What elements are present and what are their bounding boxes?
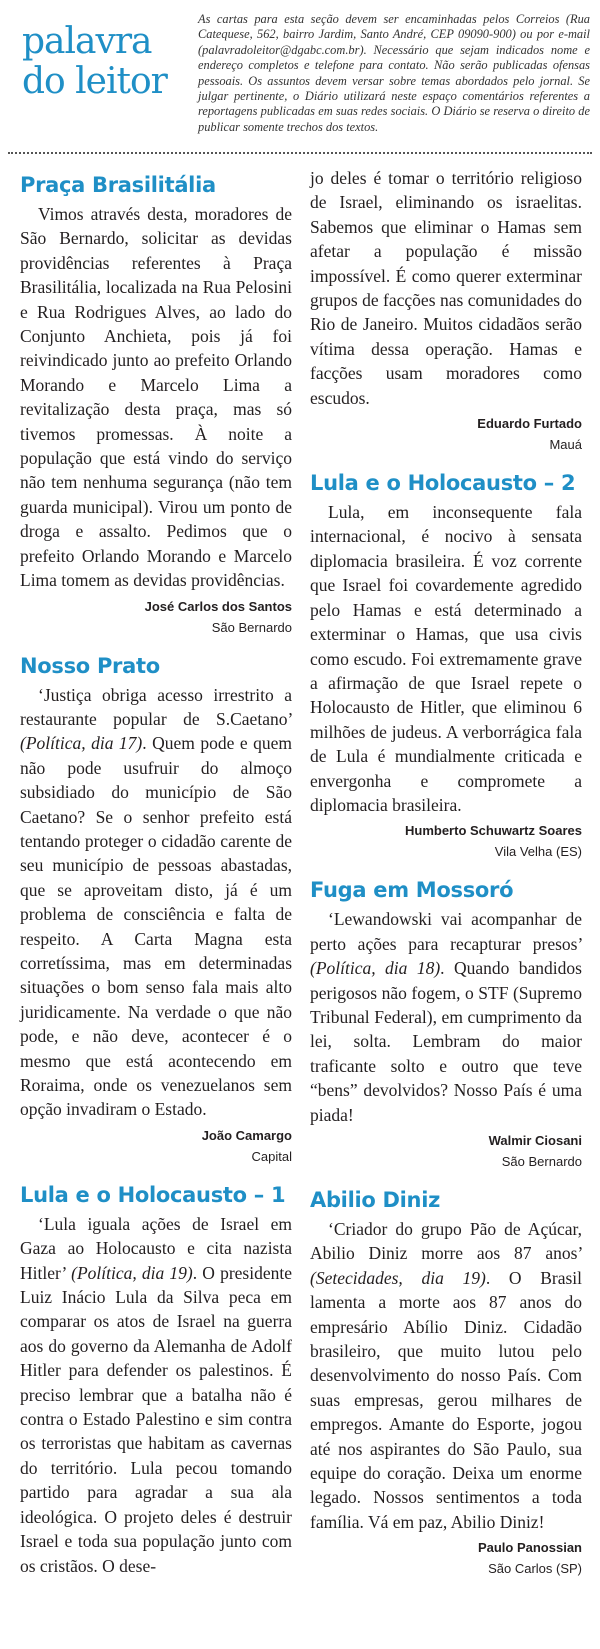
letter-city: Mauá (549, 437, 582, 453)
letter-city: São Bernardo (211, 619, 292, 635)
letter-headline: Abilio Diniz (310, 1188, 441, 1212)
quoted-headline: ‘Lewandowski vai acompanhar de perto ações para recapturar presos’ (310, 909, 582, 954)
letter-city: Capital (251, 1148, 292, 1164)
section-header (0, 0, 600, 150)
letter-text: . O presidente Luiz Inácio Lula da Silva peca em comparar os atos de Israel na guerra aos do governo da Alemanha de Adolf Hitler para defender os palestinos. É preciso lembrar que a batalha não é contra o Estado Palestino e sim contra os terroristas que habitam as cavernas do território. Lula pecou tomando partido para agradar a sua ala ideológica. O projeto deles é destruir Israel e toda sua população junto com os cristãos. O dese- (20, 1262, 292, 1576)
letter-fuga-em-mossoro (310, 877, 582, 1169)
letter-text: . Quando bandidos perigosos não fogem, o STF (Supremo Tribunal Federal), em cumprimento da lei, solta. Lembram do maior traficante solto e outro que teve “bens” devolvidos? Nosso País é uma piada! (310, 958, 582, 1125)
letter-body: Vimos através desta, moradores de São Bernardo, solicitar as devidas providências referentes à Praça Brasilitália, localizada na Rua Pelosini e Rua Rodrigues Alves, ao lado do Conjunto Anchieta, pois já foi reivindicado junto ao prefeito Orlando Morando e Marcelo Lima a revitalização desta praça, mas só tivemos promessas. À noite a população que está vindo do serviço não tem nenhuma segurança (não tem guarda municipal). Virou um ponto de droga e assalto. Pedimos que o prefeito Orlando Morando e Marcelo Lima tomem as devidas providências. (20, 204, 292, 591)
letter-body (310, 907, 582, 1127)
article-reference: (Política, dia 19) (71, 1262, 193, 1283)
quoted-headline: ‘Criador do grupo Pão de Açúcar, Abilio Diniz morre aos 87 anos’ (310, 1219, 582, 1264)
letter-lula-holocausto-1-continued (310, 166, 582, 452)
letter-city: São Bernardo (501, 1154, 582, 1169)
letter-city: São Carlos (SP) (488, 1561, 582, 1577)
letter-body (20, 1212, 292, 1578)
letter-headline: Lula e o Holocausto – 2 (310, 471, 576, 496)
article-reference: (Política, dia 18) (310, 958, 441, 979)
letter-headline: Fuga em Mossoró (310, 878, 514, 903)
letter-body (310, 1217, 582, 1534)
left-column (20, 172, 292, 1596)
letter-nosso-prato (20, 653, 292, 1164)
letter-author: Humberto Schuwartz Soares (405, 823, 582, 839)
letter-text: . O Brasil lamenta a morte aos 87 anos do empresário Abílio Diniz. Cidadão brasileiro, que muito lutou pelo desenvolvimento do nosso País. Com suas empresas, gerou milhares de empregos. Amante do Esporte, jogou até nos aspirantes do São Paulo, sua equipe do coração. Deixa um enorme legado. Nossos sentimentos a toda família. Vá em paz, Abilio Diniz! (310, 1267, 582, 1532)
submission-guidelines: As cartas para esta seção devem ser encaminhadas pelos Correios (Rua Catequese, 562, bairro Jardim, Santo André, CEP 09090-900) ou por e-mail (palavradoleitor@dgabc.com.br). Necessário que sejam indicados nome e endereço completos e telefone para contato. Não serão publicadas ofensas pessoais. Os assuntos devem versar sobre temas abordados pelo jornal. Se julgar pertinente, o Diário utilizará neste espaço comentários referentes a reportagens publicadas em suas redes sociais. O Diário se reserva o direito de publicar somente trechos dos textos. (198, 12, 590, 134)
letter-author: Eduardo Furtado (477, 416, 582, 432)
letter-body-continuation: jo deles é tomar o território religioso de Israel, eliminando os israelitas. Sabemos que eliminar o Hamas sem afetar a população é missão impossível. É como querer exterminar grupos de facções nas comunidades do Rio de Janeiro. Muitos cidadãos serão vítima dessa operação. Hamas e facções usam moradores como escudos. (310, 168, 582, 408)
letter-headline: Lula e o Holocausto – 1 (20, 1182, 286, 1207)
section-title-line-2: do leitor (22, 61, 167, 102)
letter-body (20, 683, 292, 1122)
quoted-headline: ‘Lula iguala ações de Israel em Gaza ao Holocausto e cita nazista Hitler’ (20, 1213, 292, 1283)
letter-author: Paulo Panossian (477, 1540, 582, 1556)
letter-abilio-diniz (310, 1187, 582, 1576)
letter-city: Vila Velha (ES) (494, 844, 582, 860)
letter-praca-brasilitalia (20, 172, 292, 635)
letter-text: . Quem pode e quem não pode usufruir do almoço subsidiado do município de São Caetano? Se o senhor prefeito está tentando proteger o cidadão carente de seu município de pessoas abastadas, que se aproveitam disto, já é um problema de consciência e falta de respeito. A Carta Magna esta corretíssima, mas em determinadas situações o bom senso fala mais alto juridicamente. Na verdade o que não pode, e não deve, acontecer é o mesmo que está acontecendo em Roraima, onde os venezuelanos sem opção invadiram o Estado. (20, 733, 292, 1120)
right-column (310, 166, 582, 1594)
section-title (22, 22, 182, 102)
letter-author: João Camargo (201, 1127, 292, 1143)
letter-lula-holocausto-1 (20, 1182, 292, 1578)
letter-author: Walmir Ciosani (488, 1133, 582, 1148)
article-reference: (Setecidades, dia 19) (310, 1267, 486, 1288)
letter-headline: Nosso Prato (20, 653, 160, 678)
letter-headline: Praça Brasilitália (20, 173, 216, 197)
article-reference: (Política, dia 17) (20, 733, 143, 754)
letter-body: Lula, em inconsequente fala internacional, é nocivo à sensata diplomacia brasileira. É voz corrente que Israel foi covardemente agredido pelo Hamas e está determinado a exterminar o Hamas, que usa civis como escudo. Foi extremamente grave a afirmação de que Israel repete o Holocausto de Hitler, que eliminou 6 milhões de judeus. A verborrágica fala de Lula é mundialmente criticada e envergonha e compromete a diplomacia brasileira. (310, 502, 582, 815)
section-title-line-1: palavra (22, 21, 152, 62)
letter-author: José Carlos dos Santos (144, 598, 292, 614)
dotted-divider (8, 152, 592, 154)
letter-lula-holocausto-2 (310, 470, 582, 859)
quoted-headline: ‘Justiça obriga acesso irrestrito a restaurante popular de S.Caetano’ (20, 684, 292, 729)
